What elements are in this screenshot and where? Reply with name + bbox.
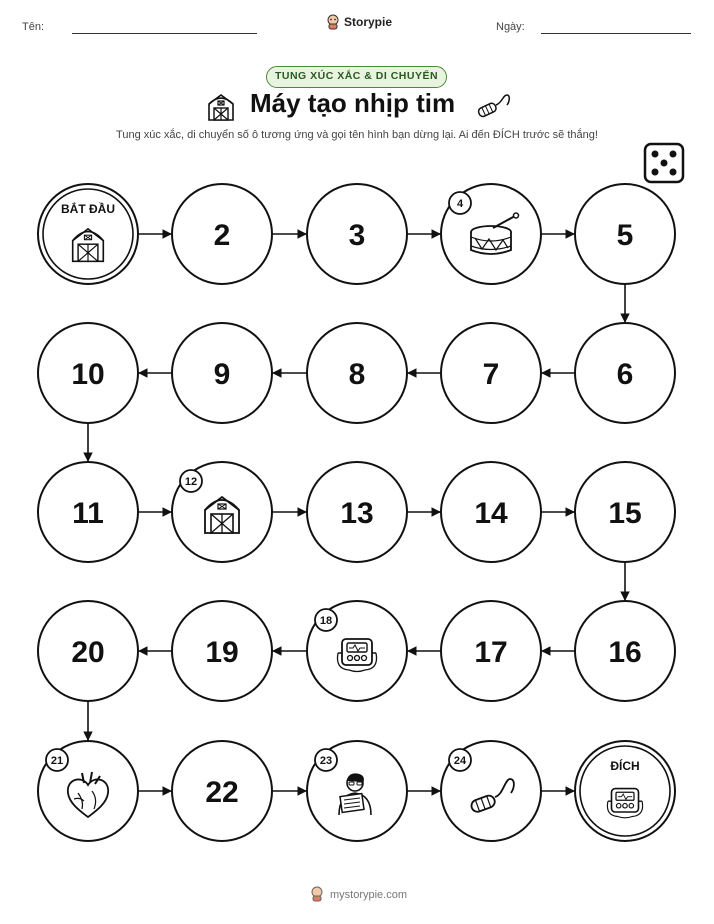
footer-url[interactable]: mystorypie.com	[330, 889, 408, 901]
board-space[interactable]	[575, 601, 675, 701]
page-title: Máy tạo nhịp tim	[250, 88, 456, 118]
board-space[interactable]	[575, 184, 675, 284]
space-number: 4	[456, 198, 464, 210]
space-number: 13	[340, 497, 374, 530]
board-space[interactable]	[38, 323, 138, 423]
board-space[interactable]	[172, 741, 272, 841]
space-number: 11	[72, 497, 104, 530]
start-label: BẮT ĐẦU	[61, 202, 115, 216]
space-number: 10	[71, 358, 105, 391]
finish-label: ĐÍCH	[610, 759, 640, 773]
board-space[interactable]	[307, 601, 407, 701]
space-number: 9	[213, 358, 231, 391]
space-number: 16	[608, 636, 642, 669]
space-number: 14	[474, 497, 508, 530]
board-space[interactable]	[307, 323, 407, 423]
board-space[interactable]	[172, 323, 272, 423]
space-number: 12	[184, 476, 198, 488]
board-space[interactable]	[575, 462, 675, 562]
board-space[interactable]	[441, 184, 541, 284]
board-space[interactable]	[172, 184, 272, 284]
board-space[interactable]	[38, 601, 138, 701]
board-space[interactable]	[38, 741, 138, 841]
board-space[interactable]	[307, 462, 407, 562]
instructions: Tung xúc xắc, di chuyển số ô tương ứng và gọi tên hình bạn dừng lại. Ai đến ĐÍCH trước sẽ thắng!	[116, 129, 598, 141]
space-number: 19	[205, 636, 239, 669]
board-space[interactable]	[172, 601, 272, 701]
brand-name: Storypie	[344, 15, 393, 29]
board-space[interactable]	[575, 323, 675, 423]
space-number: 2	[213, 219, 231, 252]
board-space[interactable]	[307, 184, 407, 284]
space-number: 5	[616, 219, 634, 252]
space-number: 18	[319, 615, 333, 627]
start-space[interactable]	[38, 184, 138, 284]
board-space[interactable]	[441, 741, 541, 841]
space-number: 23	[319, 755, 333, 767]
space-number: 22	[205, 776, 239, 809]
board-space[interactable]	[441, 323, 541, 423]
space-number: 17	[474, 636, 508, 669]
space-number: 6	[616, 358, 634, 391]
space-number: 7	[482, 358, 500, 391]
board-space[interactable]	[441, 462, 541, 562]
space-number: 8	[348, 358, 366, 391]
date-label: Ngày:	[496, 21, 525, 33]
name-label: Tên:	[22, 21, 45, 33]
space-number: 20	[71, 636, 105, 669]
space-number: 3	[348, 219, 366, 252]
storypie-mascot-icon	[310, 886, 324, 902]
game-type-badge: TUNG XÚC XẮC & DI CHUYỂN	[266, 66, 447, 88]
board-space[interactable]	[441, 601, 541, 701]
space-number: 24	[453, 755, 467, 767]
board-space[interactable]	[172, 462, 272, 562]
footer-mascot	[310, 886, 324, 907]
finish-space[interactable]	[575, 741, 675, 841]
space-number: 21	[50, 755, 64, 767]
board-space[interactable]	[307, 741, 407, 841]
board-space[interactable]	[38, 462, 138, 562]
space-number: 15	[608, 497, 642, 530]
